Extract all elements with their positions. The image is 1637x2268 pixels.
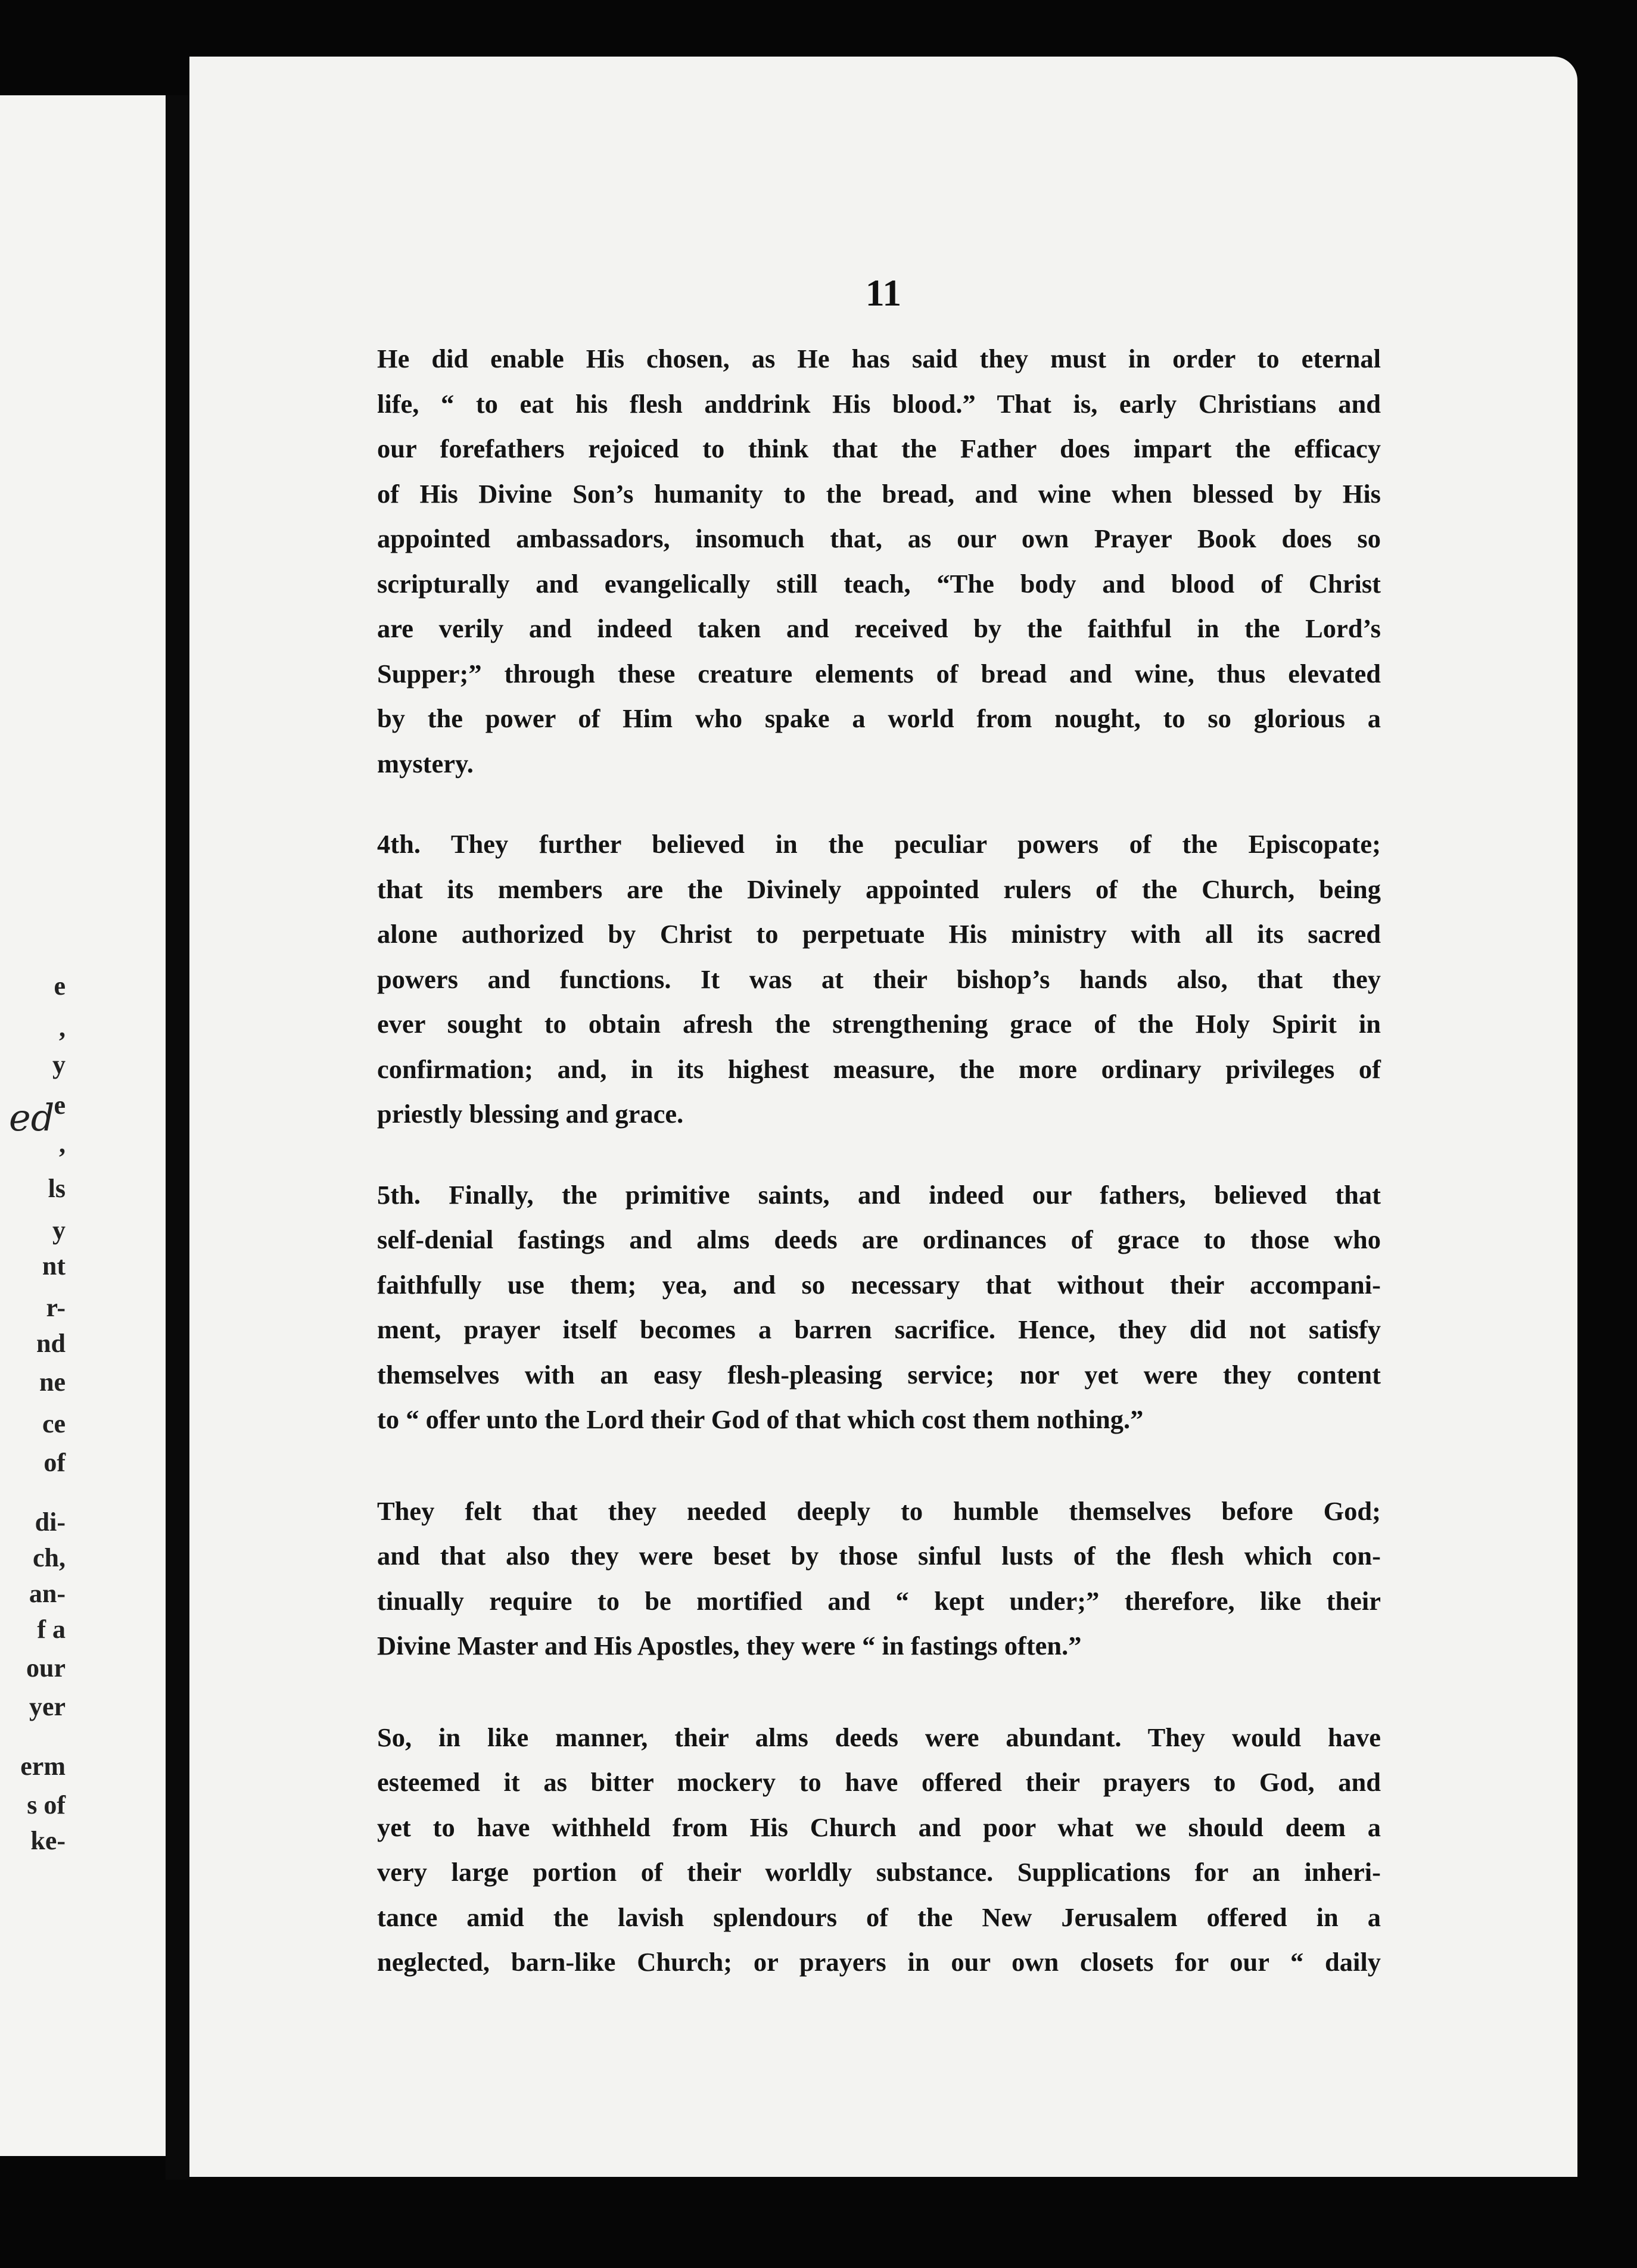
fragment-text: our — [26, 1653, 66, 1683]
text-line: faithfully use them; yea, and so necessary that without their accompani- — [377, 1269, 1381, 1300]
fragment-text: erm — [20, 1752, 66, 1781]
fragment-text: yer — [29, 1692, 66, 1721]
text-line: by the power of Him who spake a world from nought, to so glorious a — [377, 703, 1381, 733]
page-number: 11 — [865, 272, 902, 314]
text-line: self-denial fastings and alms deeds are ordinances of grace to those who — [377, 1225, 1381, 1254]
paragraph — [377, 337, 1381, 786]
text-line: tance amid the lavish splendours of the New Jerusalem offered in a — [377, 1902, 1381, 1932]
text-line: They felt that they needed deeply to humble themselves before God; — [377, 1496, 1381, 1526]
text-line: So, in like manner, their alms deeds were abundant. They would have — [377, 1722, 1381, 1752]
book-gutter — [166, 95, 189, 2180]
page-body — [377, 337, 1381, 1985]
text-line: mystery. — [377, 748, 474, 778]
fragment-text: of — [43, 1448, 66, 1477]
previous-page-edge — [0, 95, 173, 2156]
paragraph — [377, 1173, 1381, 1443]
text-line: to “ offer unto the Lord their God of that which cost them nothing.” — [377, 1404, 1144, 1434]
text-line: Divine Master and His Apostles, they were “ in fastings often.” — [377, 1631, 1082, 1660]
pencil-annotation: ed — [9, 1096, 55, 1139]
fragment-text: e — [54, 971, 66, 1001]
text-line: yet to have withheld from His Church and poor what we should deem a — [377, 1812, 1381, 1842]
text-line: priestly blessing and grace. — [377, 1099, 684, 1129]
fragment-text: ch, — [33, 1543, 66, 1572]
text-line: very large portion of their worldly substance. Supplications for an inheri- — [377, 1857, 1381, 1887]
text-line: Supper;” through these creature elements of bread and wine, thus elevated — [377, 658, 1381, 688]
fragment-text: , — [59, 1129, 66, 1158]
fragment-text: di- — [35, 1507, 66, 1537]
text-line: neglected, barn-like Church; or prayers in our own closets for our “ daily — [377, 1947, 1381, 1977]
fragment-text: f a — [37, 1615, 66, 1644]
fragment-text: ke- — [30, 1826, 66, 1855]
fragment-text: , — [59, 1013, 66, 1042]
fragment-text: r- — [46, 1293, 66, 1322]
text-line: appointed ambassadors, insomuch that, as our own Prayer Book does so — [377, 524, 1381, 553]
text-line: esteemed it as bitter mockery to have offered their prayers to God, and — [377, 1767, 1381, 1797]
text-line: alone authorized by Christ to perpetuate His ministry with all its sacred — [377, 919, 1381, 949]
text-line: our forefathers rejoiced to think that the Father does impart the efficacy — [377, 434, 1381, 463]
paragraph — [377, 822, 1381, 1137]
text-line: 5th. Finally, the primitive saints, and indeed our fathers, believed that — [377, 1179, 1381, 1210]
fragment-text: an- — [29, 1579, 66, 1608]
fragment-text: y — [52, 1216, 66, 1245]
fragment-text: nt — [42, 1251, 66, 1281]
fragment-text: ce — [42, 1409, 66, 1438]
fragment-text: nd — [36, 1329, 66, 1358]
text-line: scripturally and evangelically still teach, “The body and blood of Christ — [377, 568, 1381, 599]
fragment-text: s of — [27, 1790, 66, 1820]
paragraph — [377, 1715, 1381, 1985]
text-line: ever sought to obtain afresh the strengthening grace of the Holy Spirit in — [377, 1009, 1381, 1039]
text-line: are verily and indeed taken and received by the faithful in the Lord’s — [377, 613, 1381, 643]
text-line: ment, prayer itself becomes a barren sacrifice. Hence, they did not satisfy — [377, 1314, 1381, 1344]
text-line: of His Divine Son’s humanity to the bread, and wine when blessed by His — [377, 478, 1381, 509]
text-line: He did enable His chosen, as He has said they must in order to eternal — [377, 344, 1381, 373]
text-line: life, “ to eat his flesh anddrink His blood.” That is, early Christians and — [377, 388, 1381, 419]
text-line: themselves with an easy flesh-pleasing service; nor yet were they content — [377, 1359, 1381, 1390]
paragraph — [377, 1489, 1381, 1669]
text-line: and that also they were beset by those sinful lusts of the flesh which con- — [377, 1541, 1381, 1571]
text-line: that its members are the Divinely appointed rulers of the Church, being — [377, 874, 1381, 904]
text-line: powers and functions. It was at their bishop’s hands also, that they — [377, 964, 1381, 994]
fragment-text: e — [54, 1091, 66, 1120]
fragment-text: y — [52, 1050, 66, 1079]
text-line: 4th. They further believed in the peculiar powers of the Episcopate; — [377, 829, 1381, 859]
fragment-text: ne — [39, 1367, 66, 1397]
page — [189, 57, 1577, 2177]
fragment-text: ls — [48, 1174, 66, 1203]
text-line: confirmation; and, in its highest measure, the more ordinary privileges of — [377, 1054, 1381, 1084]
text-line: tinually require to be mortified and “ kept under;” therefore, like their — [377, 1585, 1381, 1616]
